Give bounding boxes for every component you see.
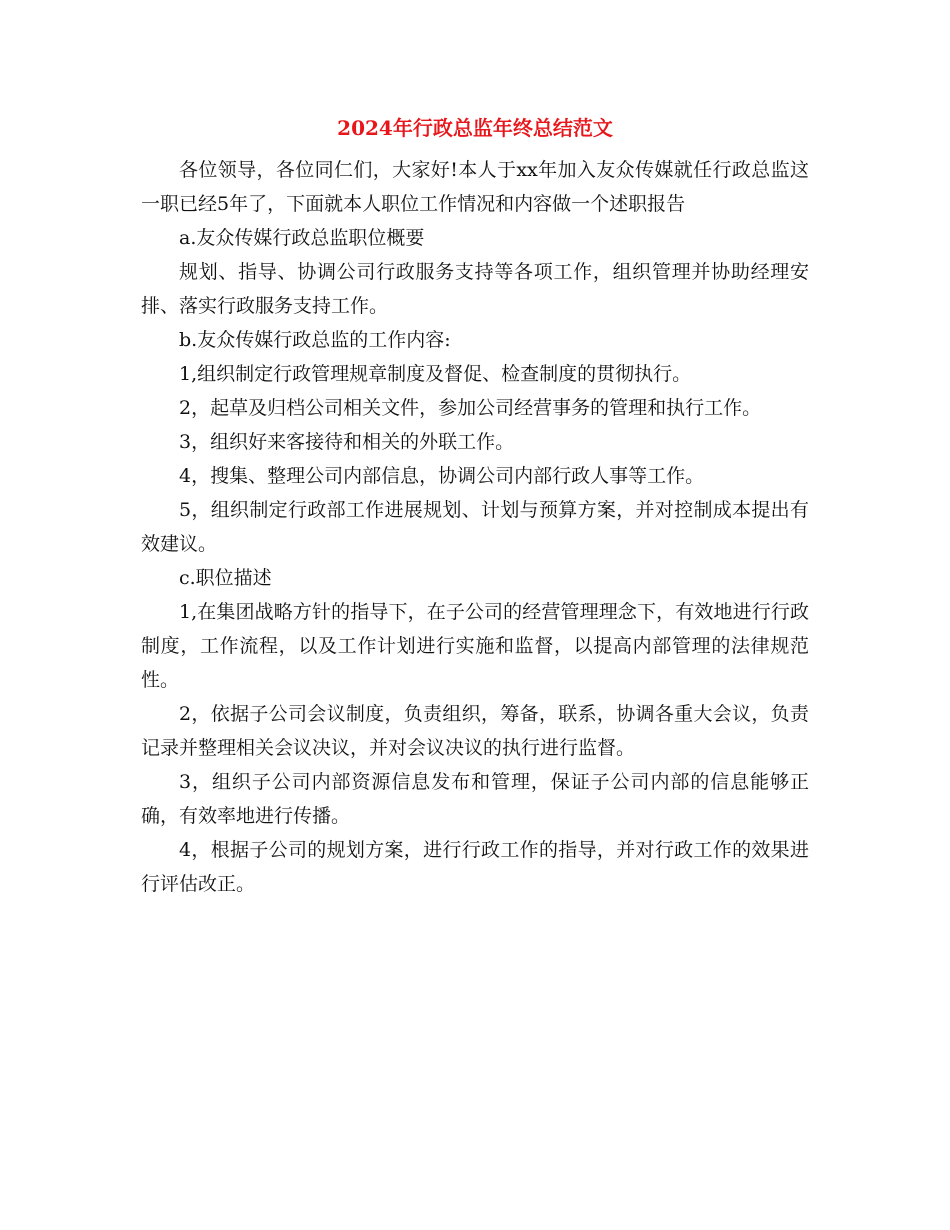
list-item: 4，搜集、整理公司内部信息，协调公司内部行政人事等工作。	[179, 465, 705, 487]
paragraph-overview: 规划、指导、协调公司行政服务支持等各项工作，组织管理并协助经理安排、落实行政服务支持工作。	[141, 261, 809, 317]
document-title: 2024年行政总监年终总结范文	[337, 116, 613, 140]
list-item: 1,组织制定行政管理规章制度及督促、检查制度的贯彻执行。	[179, 363, 692, 385]
list-item: 2，起草及归档公司相关文件，参加公司经营事务的管理和执行工作。	[179, 397, 762, 419]
list-item: 4，根据子公司的规划方案，进行行政工作的指导，并对行政工作的效果进行评估改正。	[141, 839, 809, 895]
list-item: 3，组织好来客接待和相关的外联工作。	[179, 431, 515, 453]
list-item: 3，组织子公司内部资源信息发布和管理，保证子公司内部的信息能够正确，有效率地进行传播。	[141, 771, 809, 827]
list-item: 1,在集团战略方针的指导下，在子公司的经营管理理念下，有效地进行行政制度，工作流程，以及工作计划进行实施和监督，以提高内部管理的法律规范性。	[141, 601, 809, 691]
section-heading-a: a.友众传媒行政总监职位概要	[179, 227, 425, 249]
section-heading-b: b.友众传媒行政总监的工作内容:	[179, 329, 451, 351]
list-item: 5，组织制定行政部工作进展规划、计划与预算方案，并对控制成本提出有效建议。	[141, 499, 809, 555]
list-item: 2，依据子公司会议制度，负责组织，筹备，联系，协调各重大会议，负责记录并整理相关会议决议，并对会议决议的执行进行监督。	[141, 703, 809, 759]
section-heading-c: c.职位描述	[179, 567, 272, 589]
paragraph-greeting: 各位领导，各位同仁们，大家好!本人于xx年加入友众传媒就任行政总监这一职已经5年了，下面就本人职位工作情况和内容做一个述职报告	[141, 159, 809, 215]
document-body	[141, 153, 809, 901]
